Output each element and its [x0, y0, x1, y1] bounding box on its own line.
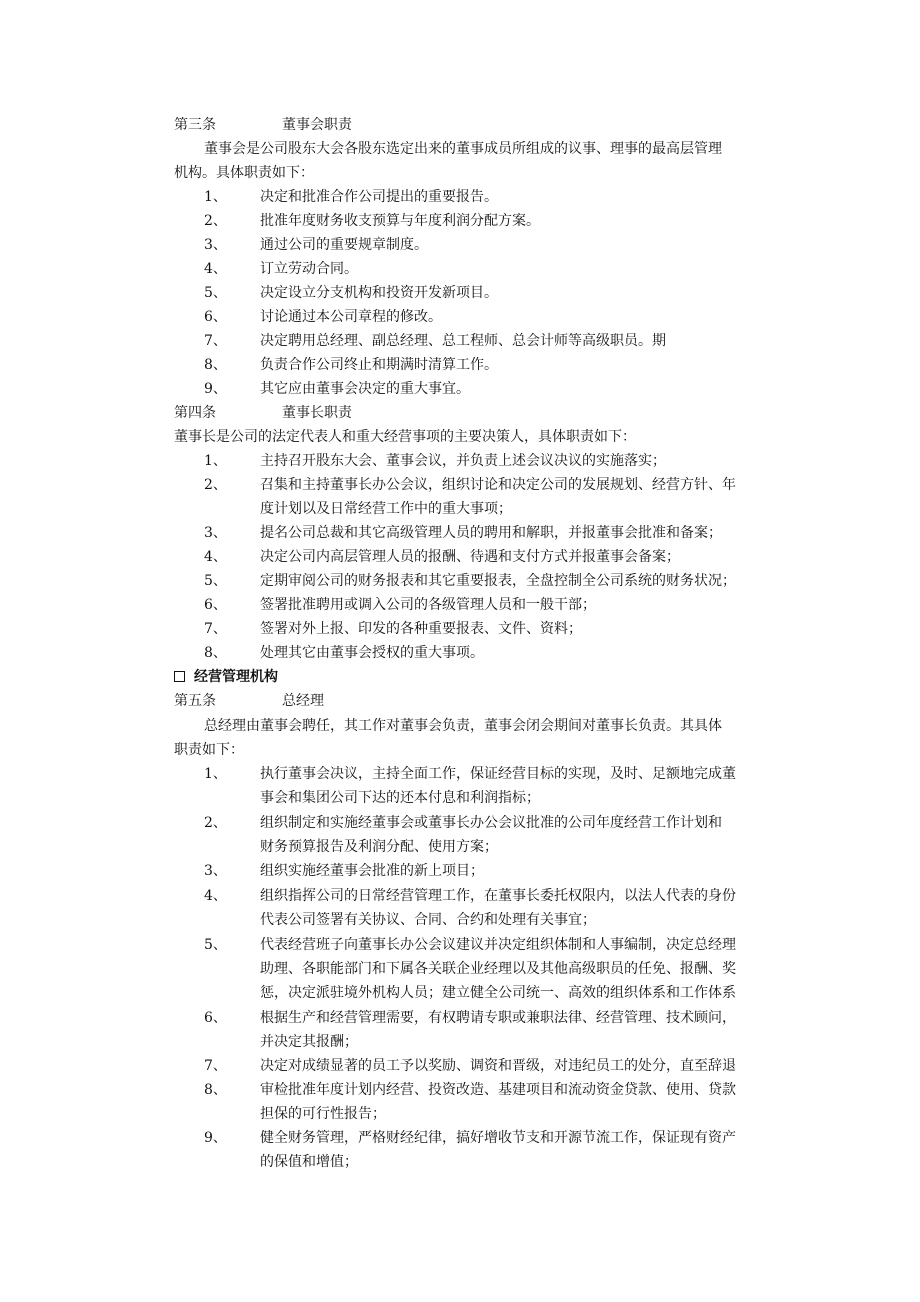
item-number: 8、 — [204, 1082, 227, 1098]
item-number: 7、 — [204, 333, 227, 349]
item-number: 6、 — [204, 1010, 227, 1026]
item-text: 执行董事会决议，主持全面工作，保证经营目标的实现，及时、足额地完成董 — [260, 766, 736, 782]
item-text: 组织指挥公司的日常经营管理工作，在董事长委托权限内，以法人代表的身份 — [260, 888, 736, 904]
article-4-heading — [174, 403, 352, 423]
item-text: 担保的可行性报告； — [260, 1106, 386, 1122]
item-text: 签署对外上报、印发的各种重要报表、文件、资料； — [260, 621, 582, 637]
article-label: 第四条 — [174, 405, 216, 421]
item-text: 其它应由董事会决定的重大事宜。 — [260, 381, 470, 397]
item-number: 2、 — [204, 815, 227, 831]
item-text: 的保值和增值； — [260, 1154, 358, 1170]
item-text: 提名公司总裁和其它高级管理人员的聘用和解职，并报董事会批准和备案； — [260, 525, 722, 541]
item-text: 决定聘用总经理、副总经理、总工程师、总会计师等高级职员。期 — [260, 333, 666, 349]
item-text: 组织实施经董事会批准的新上项目； — [260, 863, 484, 879]
section-title: 经营管理机构 — [194, 669, 278, 685]
item-number: 5、 — [204, 937, 227, 953]
item-number: 5、 — [204, 573, 227, 589]
item-text: 代表公司签署有关协议、合同、合约和处理有关事宜； — [260, 912, 596, 928]
item-text: 度计划以及日常经营工作中的重大事项； — [260, 501, 512, 517]
item-text: 审检批准年度计划内经营、投资改造、基建项目和流动资金贷款、使用、贷款 — [260, 1082, 736, 1098]
item-text: 订立劳动合同。 — [260, 261, 358, 277]
article-label: 第五条 — [174, 693, 216, 709]
article-5-heading — [174, 691, 324, 711]
item-number: 7、 — [204, 621, 227, 637]
article-3-intro-line-1: 董事会是公司股东大会各股东选定出来的董事成员所组成的议事、理事的最高层管理 — [204, 141, 722, 157]
article-4-intro: 董事长是公司的法定代表人和重大经营事项的主要决策人，具体职责如下： — [174, 429, 636, 445]
item-text: 签署批准聘用或调入公司的各级管理人员和一般干部； — [260, 597, 596, 613]
item-number: 4、 — [204, 549, 227, 565]
item-text: 惩，决定派驻境外机构人员；建立健全公司统一、高效的组织体系和工作体系 — [260, 985, 736, 1001]
item-text: 通过公司的重要规章制度。 — [260, 237, 428, 253]
item-text: 定期审阅公司的财务报表和其它重要报表，全盘控制全公司系统的财务状况； — [260, 573, 736, 589]
item-text: 召集和主持董事长办公会议，组织讨论和决定公司的发展规划、经营方针、年 — [260, 477, 736, 493]
item-number: 4、 — [204, 261, 227, 277]
article-label: 第三条 — [174, 117, 216, 133]
item-text: 处理其它由董事会授权的重大事项。 — [260, 645, 484, 661]
item-text: 主持召开股东大会、董事会议，并负责上述会议决议的实施落实； — [260, 453, 666, 469]
item-text: 健全财务管理，严格财经纪律，搞好增收节支和开源节流工作，保证现有资产 — [260, 1130, 736, 1146]
item-text: 负责合作公司终止和期满时清算工作。 — [260, 357, 498, 373]
item-number: 3、 — [204, 525, 227, 541]
item-text: 事会和集团公司下达的还本付息和利润指标； — [260, 790, 540, 806]
item-number: 6、 — [204, 597, 227, 613]
article-title: 董事会职责 — [282, 117, 352, 133]
item-number: 9、 — [204, 1130, 227, 1146]
item-number: 7、 — [204, 1058, 227, 1074]
article-3-heading — [174, 115, 352, 135]
article-3-intro-line-2: 机构。具体职责如下： — [174, 165, 314, 181]
item-text: 财务预算报告及利润分配、使用方案； — [260, 839, 498, 855]
item-text: 决定对成绩显著的员工予以奖励、调资和晋级，对违纪员工的处分，直至辞退 — [260, 1058, 736, 1074]
item-number: 5、 — [204, 285, 227, 301]
item-number: 9、 — [204, 381, 227, 397]
article-title: 总经理 — [282, 693, 324, 709]
item-number: 3、 — [204, 863, 227, 879]
item-number: 6、 — [204, 309, 227, 325]
item-text: 决定公司内高层管理人员的报酬、待遇和支付方式并报董事会备案； — [260, 549, 680, 565]
item-number: 3、 — [204, 237, 227, 253]
item-text: 决定和批准合作公司提出的重要报告。 — [260, 189, 498, 205]
item-number: 8、 — [204, 357, 227, 373]
item-number: 8、 — [204, 645, 227, 661]
item-text: 代表经营班子向董事长办公会议建议并决定组织体制和人事编制，决定总经理 — [260, 937, 736, 953]
item-number: 4、 — [204, 888, 227, 904]
item-text: 决定设立分支机构和投资开发新项目。 — [260, 285, 498, 301]
item-text: 并决定其报酬； — [260, 1034, 358, 1050]
article-title: 董事长职责 — [282, 405, 352, 421]
item-number: 1、 — [204, 453, 227, 469]
item-text: 讨论通过本公司章程的修改。 — [260, 309, 442, 325]
item-text: 助理、各职能部门和下属各关联企业经理以及其他高级职员的任免、报酬、奖 — [260, 961, 736, 977]
item-text: 根据生产和经营管理需要，有权聘请专职或兼职法律、经营管理、技术顾问， — [260, 1010, 736, 1026]
item-text: 批准年度财务收支预算与年度利润分配方案。 — [260, 213, 540, 229]
item-number: 2、 — [204, 477, 227, 493]
item-number: 1、 — [204, 189, 227, 205]
article-5-intro-line-1: 总经理由董事会聘任，其工作对董事会负责，董事会闭会期间对董事长负责。其具体 — [204, 718, 722, 734]
item-number: 2、 — [204, 213, 227, 229]
item-number: 1、 — [204, 766, 227, 782]
article-5-intro-line-2: 职责如下： — [174, 742, 244, 758]
item-text: 组织制定和实施经董事会或董事长办公会议批准的公司年度经营工作计划和 — [260, 815, 722, 831]
checkbox-square-icon — [174, 671, 185, 682]
